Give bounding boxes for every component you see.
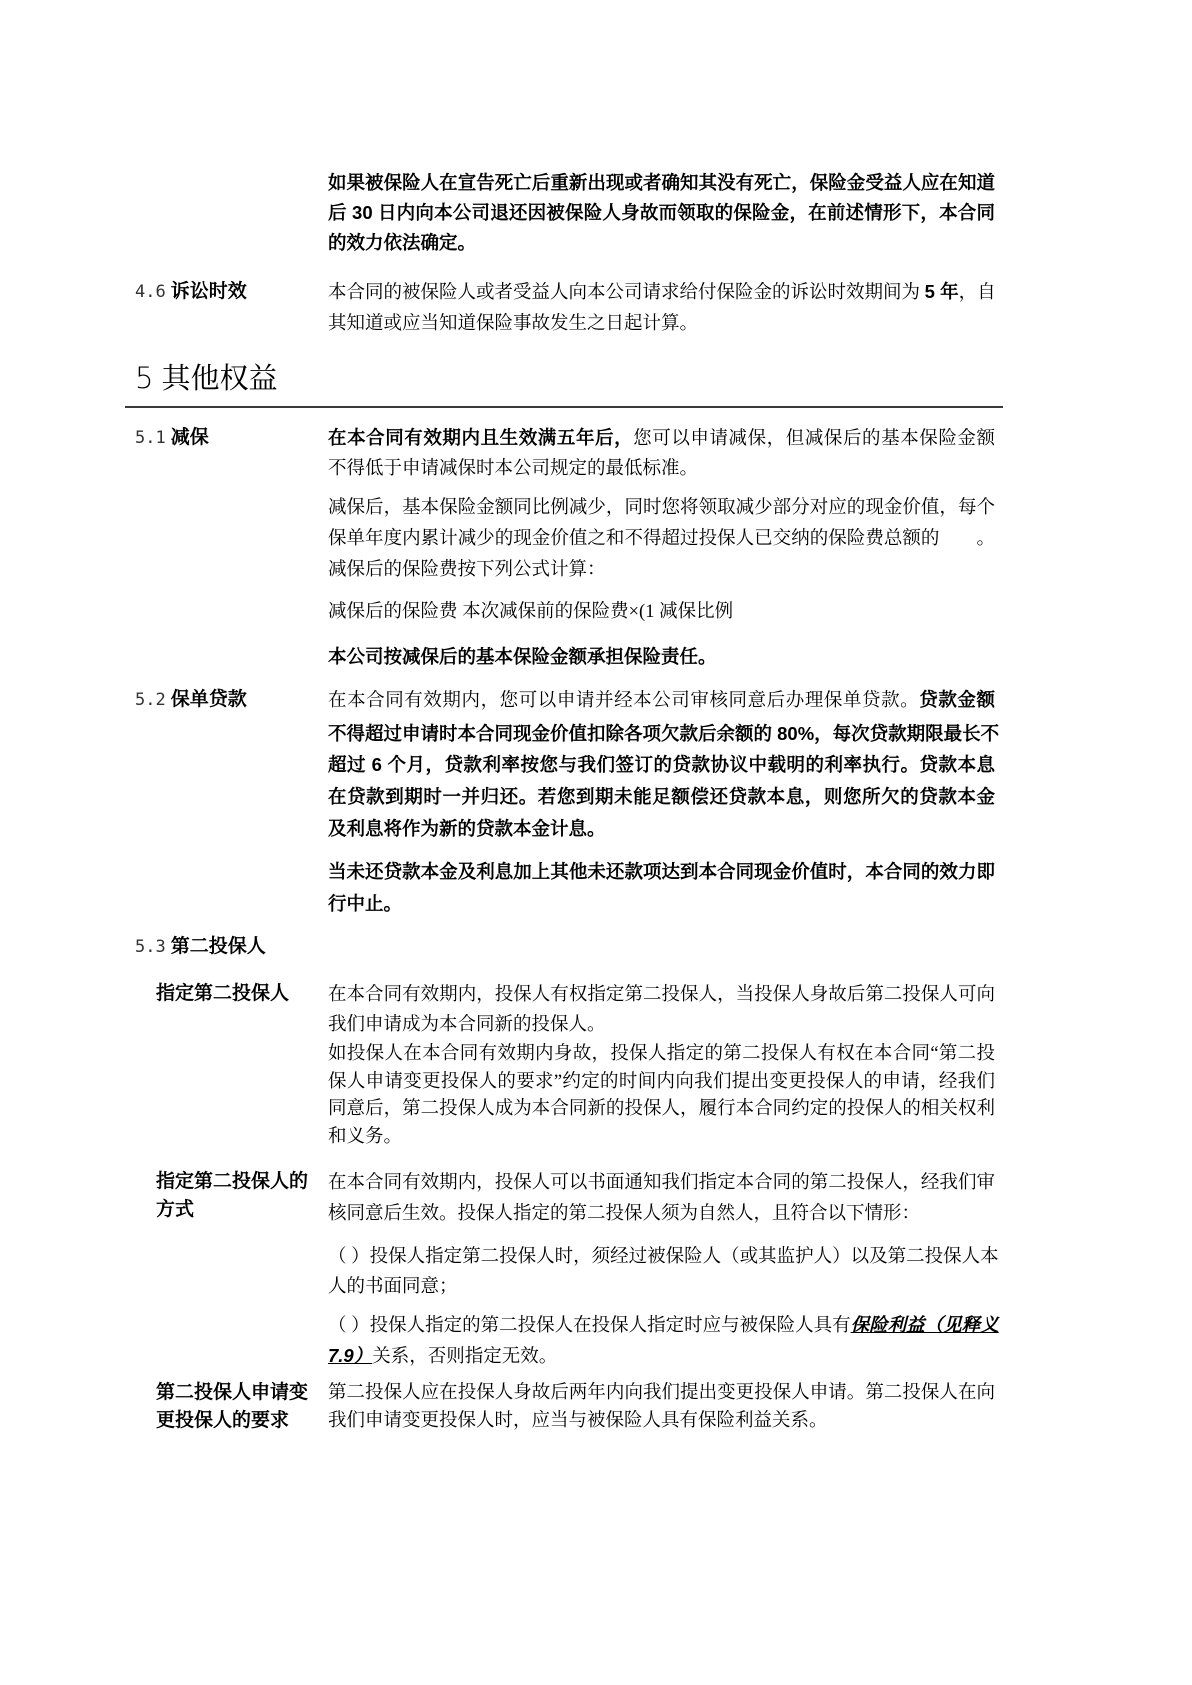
paragraph xyxy=(328,493,995,586)
section-title: 第二投保人 xyxy=(170,936,266,957)
bold-text: 在本合同有效期内且生效满五年后， xyxy=(328,427,634,448)
paragraph-line: 的效力依法确定。 xyxy=(328,232,477,253)
paragraph-line: 和义务。 xyxy=(328,1127,403,1148)
paragraph xyxy=(328,423,995,484)
paragraph-line: 我们申请变更投保人时，应当与被保险人具有保险利益关系。 xyxy=(328,1411,828,1431)
heading-rule xyxy=(125,406,1003,408)
paragraph xyxy=(328,642,995,672)
section-label xyxy=(135,932,266,962)
formula xyxy=(328,597,995,627)
bold-text: 贷款金额 xyxy=(919,689,995,710)
paragraph xyxy=(328,980,995,1040)
paragraph-line: 在本合同有效期内，投保人可以书面通知我们指定本合同的第二投保人，经我们审 xyxy=(328,1173,995,1193)
paragraph-line: 第二投保人应在投保人身故后两年内向我们提出变更投保人申请。第二投保人在向 xyxy=(328,1383,995,1403)
section-label xyxy=(135,423,209,453)
paragraph-line: 后 30 日内向本公司退还因被保险人身故而领取的保险金，在前述情形下，本合同 xyxy=(328,202,995,223)
list-item xyxy=(328,1310,999,1372)
paragraph-line: 本公司按减保后的基本保险金额承担保险责任。 xyxy=(328,646,717,667)
paragraph-line xyxy=(328,1310,999,1341)
subsection-label xyxy=(156,1168,321,1224)
section-label xyxy=(135,276,247,308)
chapter-number: 5 xyxy=(135,361,154,395)
chapter-title: 其他权益 xyxy=(161,361,278,395)
paragraph xyxy=(328,1041,995,1152)
paragraph-line xyxy=(328,276,995,309)
paragraph xyxy=(328,684,1000,845)
paragraph-line: 及利息将作为新的贷款本金计息。 xyxy=(328,817,606,839)
paragraph-line: 超过 6 个月，贷款利率按您与我们签订的贷款协议中载明的利率执行。贷款本息 xyxy=(328,754,995,776)
subsection-label-line: 更投保人的要求 xyxy=(156,1410,290,1431)
subsection-label-line: 指定第二投保人 xyxy=(156,983,290,1004)
paragraph xyxy=(328,276,995,340)
text-run: ，自 xyxy=(958,283,996,303)
paragraph xyxy=(328,1168,995,1230)
formula-line: 减保后的保险费 本次减保前的保险费×(1 减保比例 xyxy=(328,602,734,622)
section-title: 保单贷款 xyxy=(170,689,247,710)
definition-reference: 7.9） xyxy=(328,1345,373,1366)
paragraph-line: 如果被保险人在宣告死亡后重新出现或者确知其没有死亡，保险金受益人应在知道 xyxy=(328,172,995,193)
definition-reference: 保险利益（见释义 xyxy=(850,1314,999,1335)
paragraph-line: 行中止。 xyxy=(328,893,403,914)
paragraph-line: 同意后，第二投保人成为本合同新的投保人，履行本合同约定的投保人的相关权利 xyxy=(328,1099,995,1120)
paragraph-line: 保单年度内累计减少的现金价值之和不得超过投保人已交纳的保险费总额的 。 xyxy=(328,529,995,549)
paragraph-line: 在贷款到期时一并归还。若您到期未能足额偿还贷款本息，则您所欠的贷款本金 xyxy=(328,786,995,808)
paragraph-line xyxy=(328,684,995,718)
chapter-heading xyxy=(135,358,277,398)
paragraph-line: 当未还贷款本金及利息加上其他未还款项达到本合同现金价值时，本合同的效力即 xyxy=(328,861,995,882)
paragraph-line: 在本合同有效期内，投保人有权指定第二投保人，当投保人身故后第二投保人可向 xyxy=(328,985,995,1005)
bold-text: 5 年 xyxy=(924,281,959,302)
section-title: 减保 xyxy=(170,427,209,448)
paragraph-line: 如投保人在本合同有效期内身故，投保人指定的第二投保人有权在本合同“第二投 xyxy=(328,1044,995,1064)
text-run: 您可以申请减保，但减保后的基本保险金额 xyxy=(633,429,995,449)
paragraph-line: 不得低于申请减保时本公司规定的最低标准。 xyxy=(328,459,699,479)
section-number: 5.3 xyxy=(135,937,166,957)
paragraph-line: 核同意后生效。投保人指定的第二投保人须为自然人，且符合以下情形： xyxy=(328,1204,921,1224)
subsection-label-line: 方式 xyxy=(156,1199,195,1220)
paragraph-line: 保人申请变更投保人的要求”约定的时间内向我们提出变更投保人的申请，经我们 xyxy=(328,1071,995,1092)
paragraph-line: 我们申请成为本合同新的投保人。 xyxy=(328,1015,606,1035)
list-item xyxy=(328,1242,999,1302)
paragraph xyxy=(328,168,995,258)
paragraph-line: 不得超过申请时本合同现金价值扣除各项欠款后余额的 80%，每次贷款期限最长不 xyxy=(328,722,1000,744)
paragraph-line: （ ）投保人指定第二投保人时，须经过被保险人（或其监护人）以及第二投保人本 xyxy=(328,1247,999,1267)
text-run: （ ）投保人指定的第二投保人在投保人指定时应与被保险人具有 xyxy=(328,1316,851,1336)
section-number: 5.1 xyxy=(135,428,166,448)
text-run: 关系，否则指定无效。 xyxy=(372,1347,558,1367)
subsection-label xyxy=(156,1379,321,1435)
section-number: 4.6 xyxy=(135,282,166,302)
text-run: 在本合同有效期内，您可以申请并经本公司审核同意后办理保单贷款。 xyxy=(328,691,920,711)
paragraph-line: 减保后，基本保险金额同比例减少，同时您将领取减少部分对应的现金价值，每个 xyxy=(328,498,995,518)
paragraph-line: 人的书面同意； xyxy=(328,1277,458,1297)
paragraph-line xyxy=(328,423,995,454)
section-title: 诉讼时效 xyxy=(170,281,247,302)
subsection-label-line: 指定第二投保人的 xyxy=(156,1171,309,1192)
paragraph xyxy=(328,1379,995,1435)
paragraph-line: 减保后的保险费按下列公式计算： xyxy=(328,560,606,580)
paragraph-line: 其知道或应当知道保险事故发生之日起计算。 xyxy=(328,314,699,334)
text-run: 本合同的被保险人或者受益人向本公司请求给付保险金的诉讼时效期间为 xyxy=(328,283,925,303)
section-number: 5.2 xyxy=(135,690,166,710)
section-label xyxy=(135,684,247,716)
subsection-label-line: 第二投保人申请变 xyxy=(156,1382,309,1403)
paragraph xyxy=(328,856,995,920)
paragraph-line xyxy=(328,1341,995,1372)
subsection-label xyxy=(156,979,321,1009)
